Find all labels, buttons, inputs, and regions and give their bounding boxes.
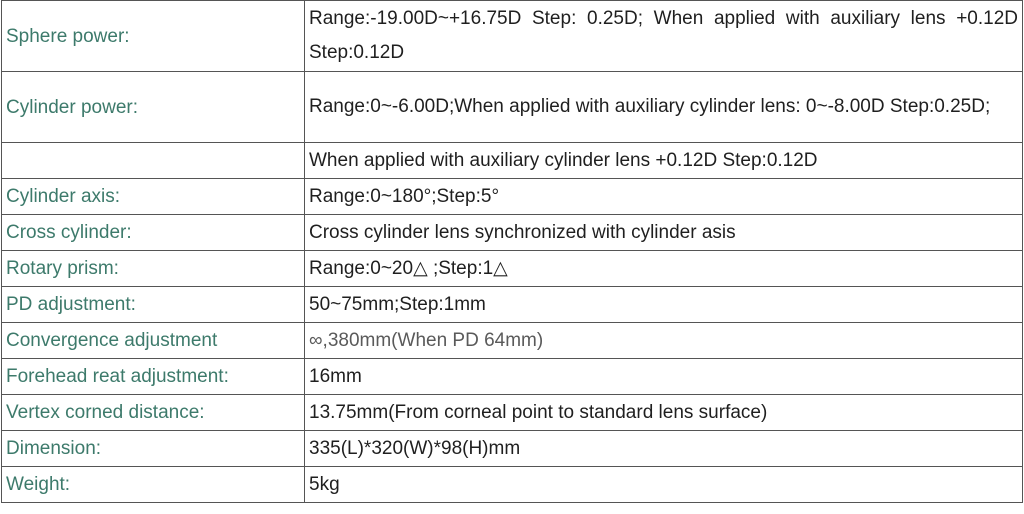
row-label: Weight: xyxy=(2,467,305,503)
row-label: PD adjustment: xyxy=(2,287,305,323)
table-row-cylinder-axis xyxy=(2,179,1023,215)
row-label: Cylinder axis: xyxy=(2,179,305,215)
row-label: Forehead reat adjustment: xyxy=(2,359,305,395)
row-label: Sphere power: xyxy=(2,1,305,72)
table-row-vertex-distance xyxy=(2,395,1023,431)
table-row-convergence-adjustment xyxy=(2,323,1023,359)
table-row-cross-cylinder xyxy=(2,215,1023,251)
row-label: Vertex corned distance: xyxy=(2,395,305,431)
table-row-dimension xyxy=(2,431,1023,467)
spec-table xyxy=(1,0,1023,503)
row-value: 16mm xyxy=(305,359,1023,395)
row-value: Range:0~-6.00D;When applied with auxiliary cylinder lens: 0~-8.00D Step:0.25D; xyxy=(305,72,1023,143)
table-row-cylinder-power-aux xyxy=(2,143,1023,179)
row-label: Rotary prism: xyxy=(2,251,305,287)
row-value: Range:-19.00D~+16.75D Step: 0.25D; When applied with auxiliary lens +0.12D Step:0.12D xyxy=(305,1,1023,72)
table-row-rotary-prism xyxy=(2,251,1023,287)
table-row-forehead-rest-adjustment xyxy=(2,359,1023,395)
row-value: 50~75mm;Step:1mm xyxy=(305,287,1023,323)
row-value: 335(L)*320(W)*98(H)mm xyxy=(305,431,1023,467)
row-value: 5kg xyxy=(305,467,1023,503)
row-label xyxy=(2,143,305,179)
row-label: Convergence adjustment xyxy=(2,323,305,359)
row-value: 13.75mm(From corneal point to standard lens surface) xyxy=(305,395,1023,431)
row-value: When applied with auxiliary cylinder lens +0.12D Step:0.12D xyxy=(305,143,1023,179)
row-label: Cylinder power: xyxy=(2,72,305,143)
table-row-pd-adjustment xyxy=(2,287,1023,323)
row-label: Dimension: xyxy=(2,431,305,467)
table-row-cylinder-power xyxy=(2,72,1023,143)
row-label: Cross cylinder: xyxy=(2,215,305,251)
row-value: Cross cylinder lens synchronized with cylinder asis xyxy=(305,215,1023,251)
row-value: Range:0~180°;Step:5° xyxy=(305,179,1023,215)
row-value: ∞,380mm(When PD 64mm) xyxy=(305,323,1023,359)
spec-table-body xyxy=(2,1,1023,503)
row-value: Range:0~20△ ;Step:1△ xyxy=(305,251,1023,287)
table-row-sphere-power xyxy=(2,1,1023,72)
table-row-weight xyxy=(2,467,1023,503)
